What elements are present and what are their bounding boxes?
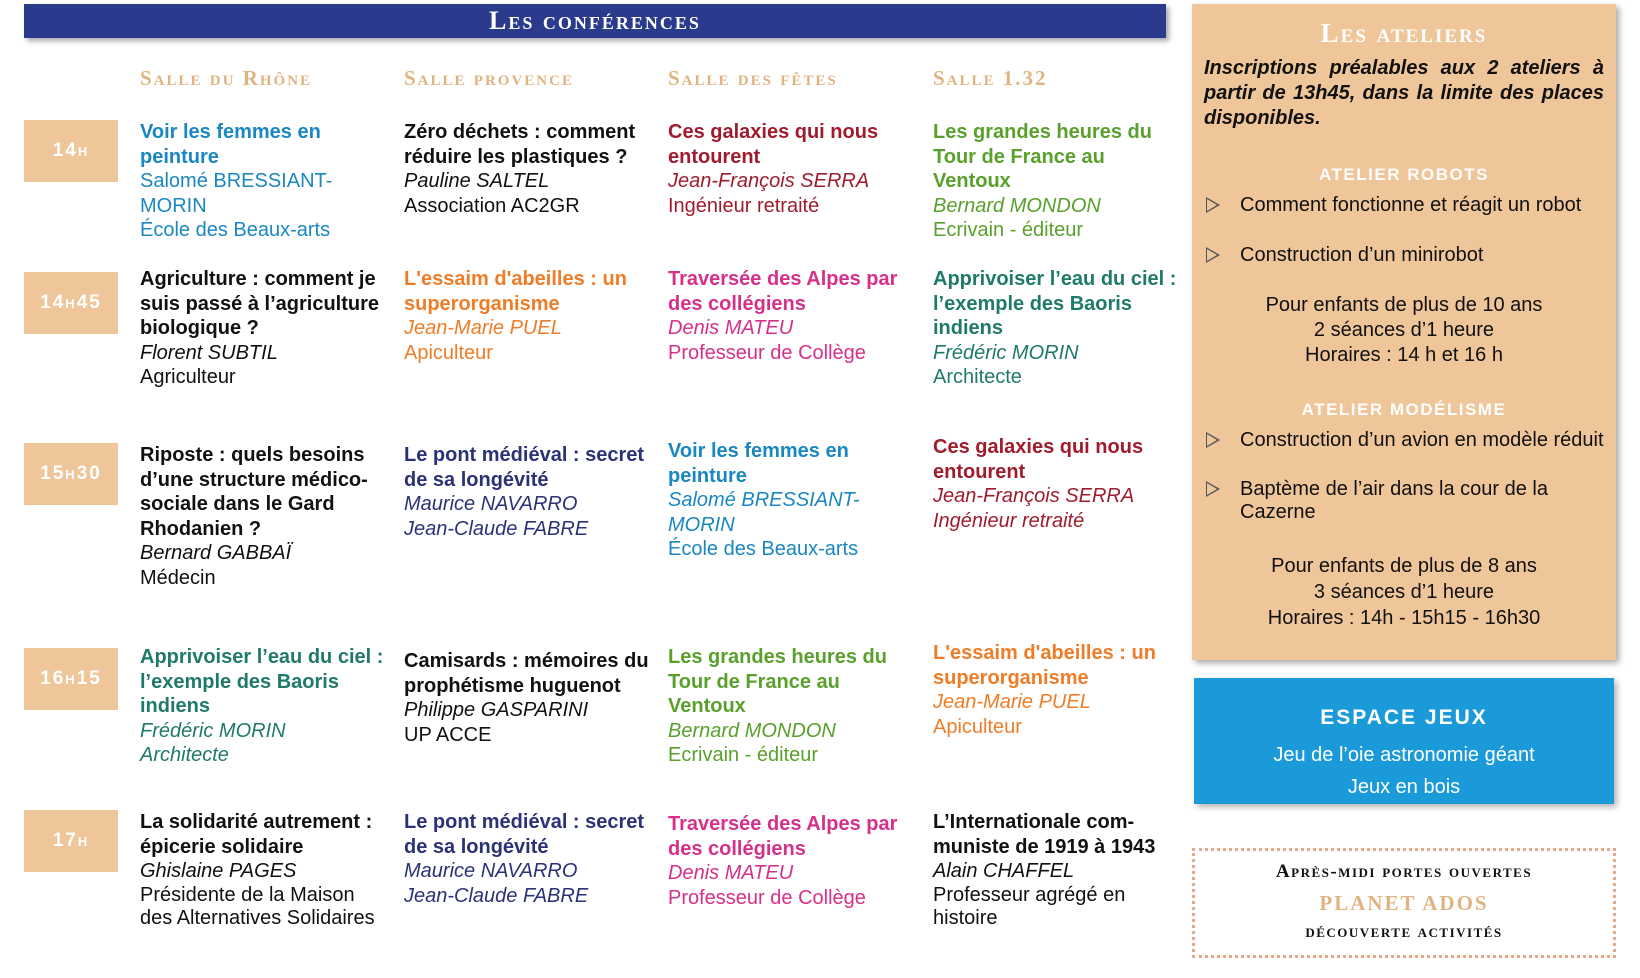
session-role: Apiculteur	[933, 715, 1022, 738]
session-role: Médecin	[140, 566, 216, 589]
session-card	[140, 267, 388, 390]
session-speaker: Bernard MONDON	[933, 194, 1101, 217]
ateliers-intro: Inscriptions préalables aux 2 ateliers à partir de 13h45, dans la limite des places disponibles.	[1204, 57, 1604, 129]
portes-ouvertes-box	[1192, 848, 1616, 958]
atelier-robots-info-sessions: 2 séances d’1 heure	[1313, 319, 1495, 341]
session-role: Architecte	[933, 366, 1022, 388]
session-title: L’Internationale com-muniste de 1919 à 1943	[933, 811, 1156, 858]
session-card	[140, 810, 388, 930]
ateliers-panel	[1192, 4, 1616, 660]
session-title: Voir les femmes en peinture	[140, 121, 321, 168]
decouverte-activites-label: découverte activités	[1305, 921, 1503, 941]
session-speaker: Jean-François SERRA	[668, 170, 870, 192]
session-title: L'essaim d'abeilles : un superorganisme	[404, 268, 627, 315]
session-card	[668, 120, 916, 218]
room-header-fetes: Salle des fêtes	[668, 66, 838, 90]
session-speaker: Frédéric MORIN	[933, 341, 1079, 364]
session-role: Professeur de Collège	[668, 886, 866, 909]
session-speaker: Denis MATEU	[668, 862, 794, 884]
session-title: Zéro déchets : comment réduire les plastiques ?	[404, 121, 636, 168]
session-speaker: Salomé BRESSIANT-MORIN	[668, 489, 860, 536]
session-title: Les grandes heures du Tour de France au Ventoux	[668, 646, 887, 717]
session-title: Traversée des Alpes par des collégiens	[668, 813, 898, 860]
session-speaker: Jean-François SERRA	[933, 485, 1135, 507]
session-title: Agriculture : comment je suis passé à l’agriculture biologique ?	[140, 268, 379, 339]
session-card	[404, 810, 652, 908]
list-item: Construction d’un avion en modèle réduit	[1206, 429, 1606, 452]
atelier-robots-title: ATELIER ROBOTS	[1319, 165, 1489, 184]
session-role: Ingénieur retraité	[933, 509, 1085, 532]
session-speaker: Bernard GABBAÏ	[140, 542, 292, 564]
triangle-bullet-inner	[1207, 434, 1217, 446]
session-title: Ces galaxies qui nous entourent	[668, 121, 879, 168]
time-badge: 14h45	[24, 272, 118, 334]
session-speaker: Alain CHAFFEL	[933, 860, 1075, 882]
session-speaker: Philippe GASPARINI	[404, 699, 589, 721]
session-speaker: Maurice NAVARRO	[404, 860, 578, 882]
session-role: Professeur de Collège	[668, 341, 866, 364]
session-role: UP ACCE	[404, 723, 492, 746]
session-card	[933, 267, 1181, 390]
session-role: École des Beaux-arts	[668, 538, 859, 560]
session-role: Ecrivain - éditeur	[668, 744, 819, 766]
session-role: Présidente de la Maison des Alternatives Solidaires	[140, 883, 375, 929]
session-speaker: Florent SUBTIL	[140, 341, 278, 364]
session-title: Riposte : quels besoins d’une structure médico-sociale dans le Gard Rhodanien ?	[140, 444, 368, 540]
session-speaker: Denis MATEU	[668, 317, 794, 339]
room-header-provence: Salle provence	[404, 66, 574, 90]
session-role: Ecrivain - éditeur	[933, 219, 1084, 241]
session-card	[933, 641, 1181, 739]
atelier-modelisme-info-sessions: 3 séances d’1 heure	[1313, 581, 1495, 603]
triangle-bullet-inner	[1207, 199, 1217, 211]
session-role: Ingénieur retraité	[668, 194, 820, 217]
session-title: Ces galaxies qui nous entourent	[933, 436, 1144, 483]
session-card	[668, 645, 916, 768]
atelier-modelisme-title: ATELIER MODÉLISME	[1301, 400, 1507, 419]
session-speaker: Salomé BRESSIANT-MORIN	[140, 170, 333, 217]
conferences-title: Les conférences	[24, 4, 1166, 38]
session-card	[668, 812, 916, 910]
session-speaker: Jean-Marie PUEL	[933, 691, 1091, 713]
session-card	[933, 435, 1181, 533]
session-card	[404, 443, 652, 541]
session-speaker: Pauline SALTEL	[404, 170, 550, 192]
time-badge: 16h15	[24, 648, 118, 710]
planet-ados-label: PLANET ADOS	[1319, 891, 1489, 915]
list-item: Baptème de l’air dans la cour de la Cazerne	[1206, 478, 1606, 524]
espace-jeux-line: Jeux en bois	[1347, 776, 1461, 798]
session-title: Voir les femmes en peinture	[668, 440, 849, 487]
session-title: Traversée des Alpes par des collégiens	[668, 268, 898, 315]
session-card	[933, 120, 1181, 243]
session-speaker: Bernard MONDON	[668, 719, 836, 742]
session-speaker: Frédéric MORIN	[140, 719, 286, 742]
session-role: Jean-Claude FABRE	[404, 517, 589, 540]
session-title: La solidarité autrement : épicerie solidaire	[140, 811, 373, 858]
session-card	[668, 439, 916, 562]
session-role: Architecte	[140, 744, 229, 766]
time-badge: 14h	[24, 120, 118, 182]
triangle-bullet-inner	[1207, 249, 1217, 261]
time-badge: 15h30	[24, 443, 118, 505]
session-role: Jean-Claude FABRE	[404, 884, 589, 907]
session-role: Agriculteur	[140, 366, 236, 388]
room-header-rhone: Salle du Rhône	[140, 66, 313, 90]
session-title: Apprivoiser l’eau du ciel : l’exemple des Baoris indiens	[933, 268, 1177, 339]
session-role: Professeur agrégé en histoire	[933, 883, 1126, 929]
atelier-robots-info-age: Pour enfants de plus de 10 ans	[1265, 294, 1543, 316]
session-role: Association AC2GR	[404, 194, 580, 217]
session-title: Le pont médiéval : secret de sa longévité	[404, 811, 645, 858]
session-title: Les grandes heures du Tour de France au Ventoux	[933, 121, 1152, 192]
session-card	[140, 645, 388, 768]
espace-jeux-line: Jeu de l’oie astronomie géant	[1273, 744, 1535, 766]
session-card	[404, 120, 652, 218]
triangle-bullet-inner	[1207, 483, 1217, 495]
session-card	[404, 649, 652, 747]
session-speaker: Jean-Marie PUEL	[404, 317, 562, 339]
session-title: L'essaim d'abeilles : un superorganisme	[933, 642, 1156, 689]
session-role: École des Beaux-arts	[140, 219, 331, 241]
session-speaker: Ghislaine PAGES	[140, 860, 297, 882]
session-title: Le pont médiéval : secret de sa longévité	[404, 444, 645, 491]
atelier-modelisme-info-age: Pour enfants de plus de 8 ans	[1271, 555, 1537, 577]
session-card	[404, 267, 652, 365]
session-card	[933, 810, 1181, 930]
ateliers-title: Les ateliers	[1320, 18, 1488, 48]
atelier-modelisme-info-hours: Horaires : 14h - 15h15 - 16h30	[1267, 607, 1541, 629]
session-role: Apiculteur	[404, 341, 493, 364]
list-item: Comment fonctionne et réagit un robot	[1206, 194, 1606, 217]
atelier-robots-info-hours: Horaires : 14 h et 16 h	[1305, 344, 1503, 366]
session-speaker: Maurice NAVARRO	[404, 493, 578, 515]
espace-jeux-title: ESPACE JEUX	[1320, 706, 1488, 729]
espace-jeux-panel	[1194, 678, 1614, 804]
session-card	[140, 120, 388, 243]
time-badge: 17h	[24, 810, 118, 872]
session-title: Apprivoiser l’eau du ciel : l’exemple des Baoris indiens	[140, 646, 384, 717]
session-card	[668, 267, 916, 365]
list-item: Construction d’un minirobot	[1206, 244, 1606, 267]
room-header-132: Salle 1.32	[933, 66, 1048, 90]
portes-ouvertes-line: Après-midi portes ouvertes	[1275, 861, 1533, 882]
session-title: Camisards : mémoires du prophétisme huguenot	[404, 650, 649, 697]
session-card	[140, 443, 388, 590]
